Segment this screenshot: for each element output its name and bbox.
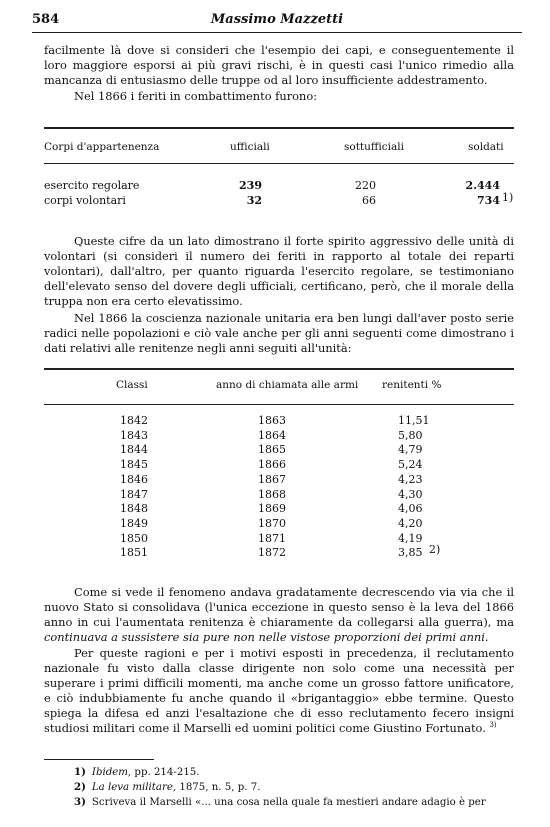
footnote-mark: 2): [429, 543, 441, 557]
column-header: Corpi d'appartenenza: [44, 141, 160, 153]
table-cell: 1847: [120, 487, 148, 501]
table-cell: 2.444: [465, 179, 500, 192]
footnote-mark: 1): [502, 191, 514, 204]
column-header: Classi: [116, 379, 148, 391]
running-title: Massimo Mazzetti: [210, 12, 344, 27]
table-cell: 1851: [120, 546, 148, 560]
table-cell: 734: [477, 194, 500, 207]
table-cell: 4,20: [398, 516, 423, 530]
table-cell: 5,24: [398, 458, 423, 472]
paragraph-2: Nel 1866 i feriti in combattimento furono:: [74, 89, 318, 103]
column-header: sottufficiali: [344, 141, 404, 153]
footnote: [74, 796, 524, 809]
column-header: ufficiali: [230, 141, 270, 153]
table-cell: 1848: [120, 502, 148, 516]
table-cell: 1868: [258, 487, 286, 501]
paragraph-6: [44, 646, 514, 736]
table-cell: 1845: [120, 458, 148, 472]
table-rule-header: [44, 163, 514, 164]
table-cell: 1870: [258, 516, 286, 530]
paragraph-6-text: Per queste ragioni e per i motivi esposti in precedenza, il reclutamento nazionale fu visto dalla classe dirigente non solo come una necessità per superare i primi difficili momenti, ma anche come un grosso fattore unificatore, e ciò indubbiamente fu anche quando il «brigantaggio» ebbe termine. Questo spiega la difesa ed anzi l'esaltazione che di esso reclutamento fecero insigni studiosi militari come il Marselli ed uomini politici come Giustino Fortunato.: [44, 646, 514, 735]
table-cell: 1869: [258, 502, 286, 516]
table-cell: 4,23: [398, 472, 423, 486]
footnote-rule: [44, 759, 154, 760]
footnote: [74, 781, 524, 794]
footnote-text: 1875, n. 5, p. 7.: [176, 782, 261, 793]
table-cell: corpi volontari: [44, 194, 126, 207]
footnote: [74, 766, 524, 779]
table-cell: 1867: [258, 472, 286, 486]
column-header: anno di chiamata alle armi: [216, 379, 359, 391]
running-header: [32, 10, 522, 33]
footnote-source: Ibidem,: [91, 767, 132, 778]
table-cell: 5,80: [398, 428, 423, 442]
table-cell: 1863: [258, 414, 286, 427]
paragraph-5-text: Come si vede il fenomeno andava gradatamente decrescendo via via che il nuovo Stato si consolidava (l'unica eccezione in questo senso è la leva del 1866 anno in cui l'aumentata renitenza è chiaramente da collegarsi alla guerra), ma: [44, 585, 514, 629]
paragraph-3: Queste cifre da un lato dimostrano il forte spirito aggressivo delle unità di volontari (si consideri il numero dei feriti in rapporto al totale dei reparti volontari), dall'altro, per quanto riguarda l'esercito regolare, se testimoniano dell'elevato senso del dovere degli ufficiali, certificano, però, che il morale della truppa non era certo elevatissimo.: [44, 234, 514, 308]
footnote-number: 3): [74, 796, 86, 808]
table-cell: 1844: [120, 443, 148, 457]
table-rule-top: [44, 368, 514, 370]
footnote-source: La leva militare,: [91, 782, 177, 793]
page-number: 584: [32, 12, 60, 27]
table-cell: 1843: [120, 428, 148, 442]
footnote-number: 2): [74, 781, 86, 793]
table-cell: 1871: [258, 531, 286, 545]
paragraph-5-italic: continuava a sussistere sia pure non nelle vistose proporzioni dei primi anni.: [44, 630, 489, 644]
table-cell: 1842: [120, 414, 148, 427]
table-rule-top: [44, 127, 514, 129]
footnote-mark: 3): [489, 721, 497, 730]
table-cell: esercito regolare: [44, 179, 140, 192]
table-cell: 1850: [120, 531, 148, 545]
table-cell: 66: [362, 194, 376, 207]
paragraph-5: [44, 585, 514, 645]
table-cell: 32: [246, 194, 262, 207]
column-header: renitenti %: [382, 379, 442, 391]
table-cell: 220: [355, 179, 376, 192]
table-cell: 239: [239, 179, 262, 192]
table-cell: 1865: [258, 443, 286, 457]
column-header: soldati: [468, 141, 504, 153]
draft-evasion-table: [44, 368, 514, 568]
table-cell: 1864: [258, 428, 286, 442]
table-cell: 4,79: [398, 443, 423, 457]
table-rule-header: [44, 404, 514, 405]
table-cell: 4,19: [398, 531, 423, 545]
table-cell: 4,06: [398, 502, 423, 516]
footnote-text: pp. 214-215.: [131, 767, 200, 778]
table-cell: 1846: [120, 472, 148, 486]
table-cell: 3,85: [398, 546, 423, 560]
paragraph-4: Nel 1866 la coscienza nazionale unitaria era ben lungi dall'aver posto serie radici nelle popolazioni e ciò vale anche per gli anni seguenti come dimostrano i dati relativi alle renitenze negli anni seguiti all'unità:: [44, 311, 514, 355]
footnote-text: Scriveva il Marselli «... una cosa nella quale fa mestieri andare adagio è per: [91, 797, 486, 808]
table-cell: 1872: [258, 546, 286, 560]
table-cell: 11,51: [398, 414, 430, 427]
paragraph-1: facilmente là dove si consideri che l'esempio dei capi, e conseguentemente il loro maggiore esporsi ai più gravi rischi, è in questi casi l'unico rimedio alla mancanza di entusiasmo delle truppe od al loro insufficiente addestramento.: [44, 43, 514, 87]
wounded-table: [44, 127, 514, 217]
table-cell: 4,30: [398, 487, 423, 501]
table-cell: 1849: [120, 516, 148, 530]
table-cell: 1866: [258, 458, 286, 472]
footnote-number: 1): [74, 766, 86, 778]
